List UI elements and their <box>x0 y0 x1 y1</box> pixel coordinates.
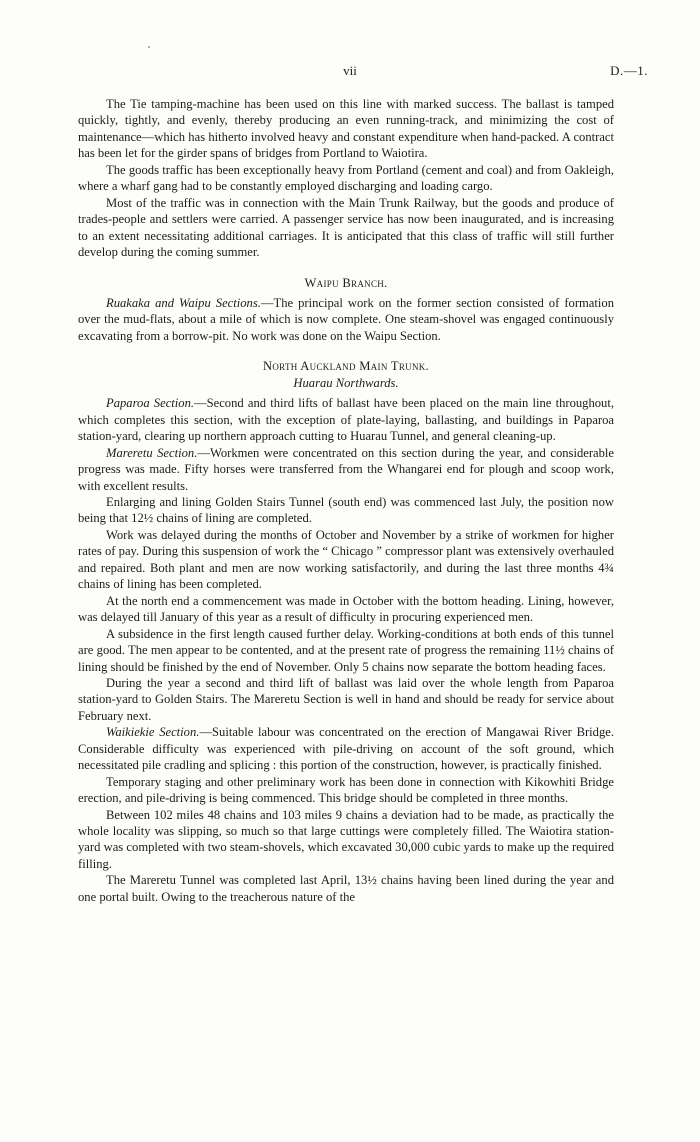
document-reference: D.—1. <box>610 63 648 78</box>
section-title-waikiekie: Waikiekie Section. <box>106 725 200 740</box>
paragraph-north-end: At the north end a commencement was made in October with the bottom heading. Lining, however, was delayed till January of this year as a result of difficulty in procuring experienced men. <box>78 593 614 625</box>
subheading-huarau-northwards: Huarau Northwards. <box>293 375 399 390</box>
paragraph-deviation: Between 102 miles 48 chains and 103 miles 9 chains a deviation had to be made, as practically the whole locality was slipping, so much so that large cuttings were completely filled. The Waiotira station-yard was completed with two steam-shovels, which excavated 30,000 cubic yards to make up the required filling. <box>78 807 614 871</box>
paragraph-tie-machine: The Tie tamping-machine has been used on this line with marked success. The ballast is tamped quickly, tightly, and evenly, thereby producing an even running-track, and minimizing the cost of maintenance—which has hitherto involved heavy and constant expenditure when hand-packed. A contract has been let for the girder spans of bridges from Portland to Waiotira. <box>78 97 614 161</box>
paragraph-kikowhiti-bridge: Temporary staging and other preliminary work has been done in connection with Kikowhiti Bridge erection, and pile-driving is being commenced. This bridge should be completed in three months. <box>78 774 614 806</box>
section-title-mareretu: Mareretu Section. <box>106 445 198 460</box>
paragraph-subsidence: A subsidence in the first length caused further delay. Working-conditions at both ends of this tunnel are good. The men appear to be contented, and at the present rate of progress the remaining 11½ chains of lining should be finished by the end of November. Only 5 chains now separate the bottom heading faces. <box>78 626 614 674</box>
paragraph-ruakaka <box>78 295 614 344</box>
paragraph-ballast-lifts: During the year a second and third lift of ballast was laid over the whole length from Paparoa station-yard to Golden Stairs. The Mareretu Section is well in hand and should be ready for service about February next. <box>78 675 614 723</box>
paragraph-waikiekie <box>78 724 614 773</box>
section-title-ruakaka: Ruakaka and Waipu Sections. <box>106 295 261 310</box>
page-number: vii <box>343 63 357 78</box>
paragraph-goods-traffic: The goods traffic has been exceptionally heavy from Portland (cement and coal) and from Oakleigh, where a wharf gang had to be constantly employed discharging and loading cargo. <box>78 162 614 194</box>
section-title-paparoa: Paparoa Section. <box>106 396 195 411</box>
paragraph-golden-stairs: Enlarging and lining Golden Stairs Tunnel (south end) was commenced last July, the position now being that 12½ chains of lining are completed. <box>78 494 614 526</box>
paragraph-paparoa <box>78 395 614 444</box>
scan-speck <box>148 46 150 48</box>
heading-north-auckland-main-trunk: North Auckland Main Trunk. <box>262 359 429 374</box>
section-text-paparoa: —Second and third lifts of ballast have been placed on the main line throughout, which completes this section, with the exception of plate-laying, ballasting, and buildings in Paparoa station-yard, clearing up northern approach cutting to Huarau Tunnel, and general cleaning-up. <box>78 396 614 444</box>
body-text <box>78 96 614 905</box>
heading-waipu-branch: Waipu Branch. <box>304 275 388 290</box>
paragraph-mareretu <box>78 445 614 494</box>
section-text-ruakaka: —The principal work on the former section consisted of formation over the mud-flats, about a mile of which is now complete. One steam-shovel was engaged continuously excavating from a borrow-pit. No work was done on the Waipu Section. <box>78 295 614 343</box>
paragraph-strike: Work was delayed during the months of October and November by a strike of workmen for higher rates of pay. During this suspension of work the “ Chicago ” compressor plant was extensively overhauled and repaired. Both plant and men are now working satisfactorily, and during the last three months 4¾ chains of lining has been completed. <box>78 527 614 592</box>
section-text-waikiekie: —Suitable labour was concentrated on the erection of Mangawai River Bridge. Considerable difficulty was experienced with pile-driving on account of the soft ground, which necessitated pile cradling and splicing : this portion of the construction, however, is practically finished. <box>78 725 614 773</box>
paragraph-main-trunk-traffic: Most of the traffic was in connection with the Main Trunk Railway, but the goods and produce of trades-people and settlers were carried. A passenger service has now been inaugurated, and is increasing to an extent necessitating additional carriages. It is anticipated that this class of traffic will still further develop during the coming summer. <box>78 195 614 260</box>
paragraph-mareretu-tunnel: The Mareretu Tunnel was completed last April, 13½ chains having been lined during the year and one portal built. Owing to the treacherous nature of the <box>78 873 614 904</box>
section-text-mareretu: —Workmen were concentrated on this section during the year, and considerable progress was made. Fifty horses were transferred from the Whangarei end for plough and scoop work, with excellent results. <box>78 445 614 493</box>
